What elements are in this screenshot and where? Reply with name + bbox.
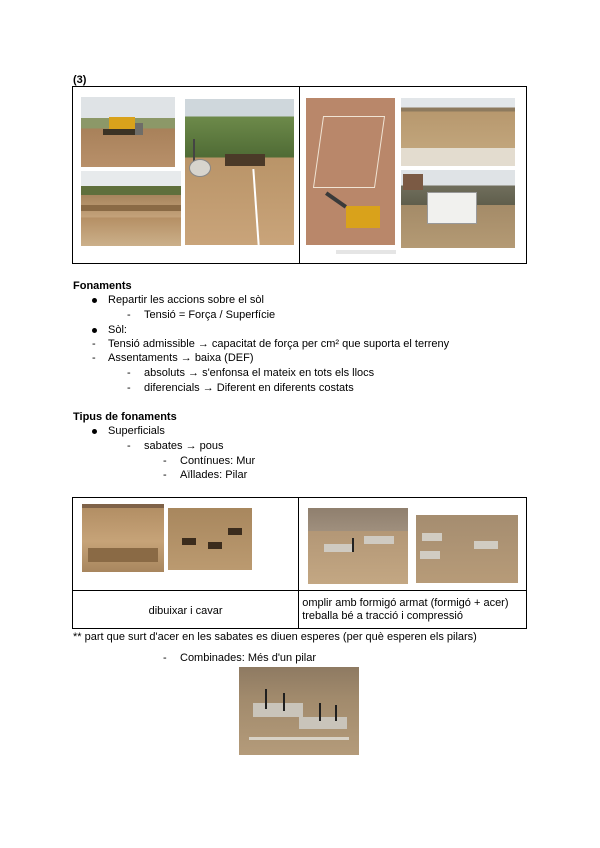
note-text: ** part que surt d'acer en les sabates es diuen esperes (per què esperen els pilars) [73, 631, 477, 643]
tipus-heading: Tipus de fonaments [73, 411, 177, 423]
list-marker: - [127, 367, 131, 379]
site-cabin-photo [401, 170, 515, 248]
rebar [283, 693, 285, 711]
list-marker: - [163, 652, 167, 664]
list-marker: - [163, 469, 167, 481]
trench-pipe-photo [185, 99, 294, 245]
bullet-dot [92, 429, 97, 434]
concrete-footing [324, 544, 354, 552]
pipe-end [189, 159, 211, 177]
rebar-beam [249, 737, 349, 740]
combined-footing-photo [239, 667, 359, 755]
caption-right-line2: treballa bé a tracció i compressió [302, 609, 463, 622]
list-item: Tensió admissible → capacitat de força per cm² que suporta el terreny [108, 338, 450, 350]
dig-edge [82, 504, 164, 508]
list-marker: - [163, 455, 167, 467]
list-item: Assentaments → baixa (DEF) [108, 352, 254, 364]
bullet-dot [92, 298, 97, 303]
rebar [319, 703, 321, 721]
rebar [265, 689, 267, 709]
fill-photo-1 [308, 508, 408, 584]
dig-photo-2 [168, 508, 252, 570]
caption-left: dibuixar i cavar [148, 604, 223, 617]
fonaments-heading: Fonaments [73, 280, 132, 292]
section-number: (3) [73, 74, 87, 86]
excavator-body [346, 206, 380, 228]
excavator-arm [325, 191, 347, 208]
dig-pit [88, 548, 158, 562]
list-item: Combinades: Més d'un pilar [180, 652, 317, 664]
dig-photo-1 [82, 504, 164, 572]
rebar [352, 538, 354, 552]
bulldozer-photo [81, 97, 175, 167]
caption-right-line1: omplir amb formigó armat (formigó + acer) [302, 596, 509, 609]
list-item: Contínues: Mur [180, 455, 256, 467]
list-marker: - [92, 352, 96, 364]
concrete-footing [253, 703, 303, 717]
dig-hole [208, 542, 222, 549]
concrete-footing [422, 533, 442, 541]
plot-outline [313, 116, 385, 188]
trench [225, 154, 265, 166]
list-item: Sòl: [108, 324, 127, 336]
bullet-dot [92, 328, 97, 333]
concrete-footing [474, 541, 498, 549]
list-marker: - [92, 338, 96, 350]
cabin [427, 192, 477, 224]
bulldozer-blade [135, 123, 143, 135]
concrete-footing [299, 717, 347, 729]
caption-cell-right [299, 591, 527, 629]
list-item: sabates → pous [144, 440, 224, 452]
list-marker: - [127, 440, 131, 452]
dig-hole [228, 528, 242, 535]
list-item: Aïllades: Pilar [180, 469, 248, 481]
excavator-plot-photo [306, 98, 395, 245]
trench-line [81, 205, 181, 211]
concrete-footing [364, 536, 394, 544]
house [403, 174, 423, 190]
image-caption-faint [336, 250, 396, 254]
concrete-footing [420, 551, 440, 559]
white-line [252, 169, 259, 245]
list-item: Tensió = Força / Superfície [144, 309, 276, 321]
dig-hole [182, 538, 196, 545]
excavated-field-photo [81, 171, 181, 246]
list-item: absoluts → s'enfonsa el mateix en tots els llocs [144, 367, 375, 379]
fill-photo-2 [416, 515, 518, 583]
site-road [401, 148, 515, 166]
list-marker: - [127, 382, 131, 394]
list-marker: - [127, 309, 131, 321]
list-item: Repartir les accions sobre el sòl [108, 294, 264, 306]
list-item: Superficials [108, 425, 165, 437]
rebar [335, 705, 337, 721]
list-item: diferencials → Diferent en diferents costats [144, 382, 354, 394]
cleared-site-photo [401, 98, 515, 166]
caption-cell-left [73, 591, 299, 629]
